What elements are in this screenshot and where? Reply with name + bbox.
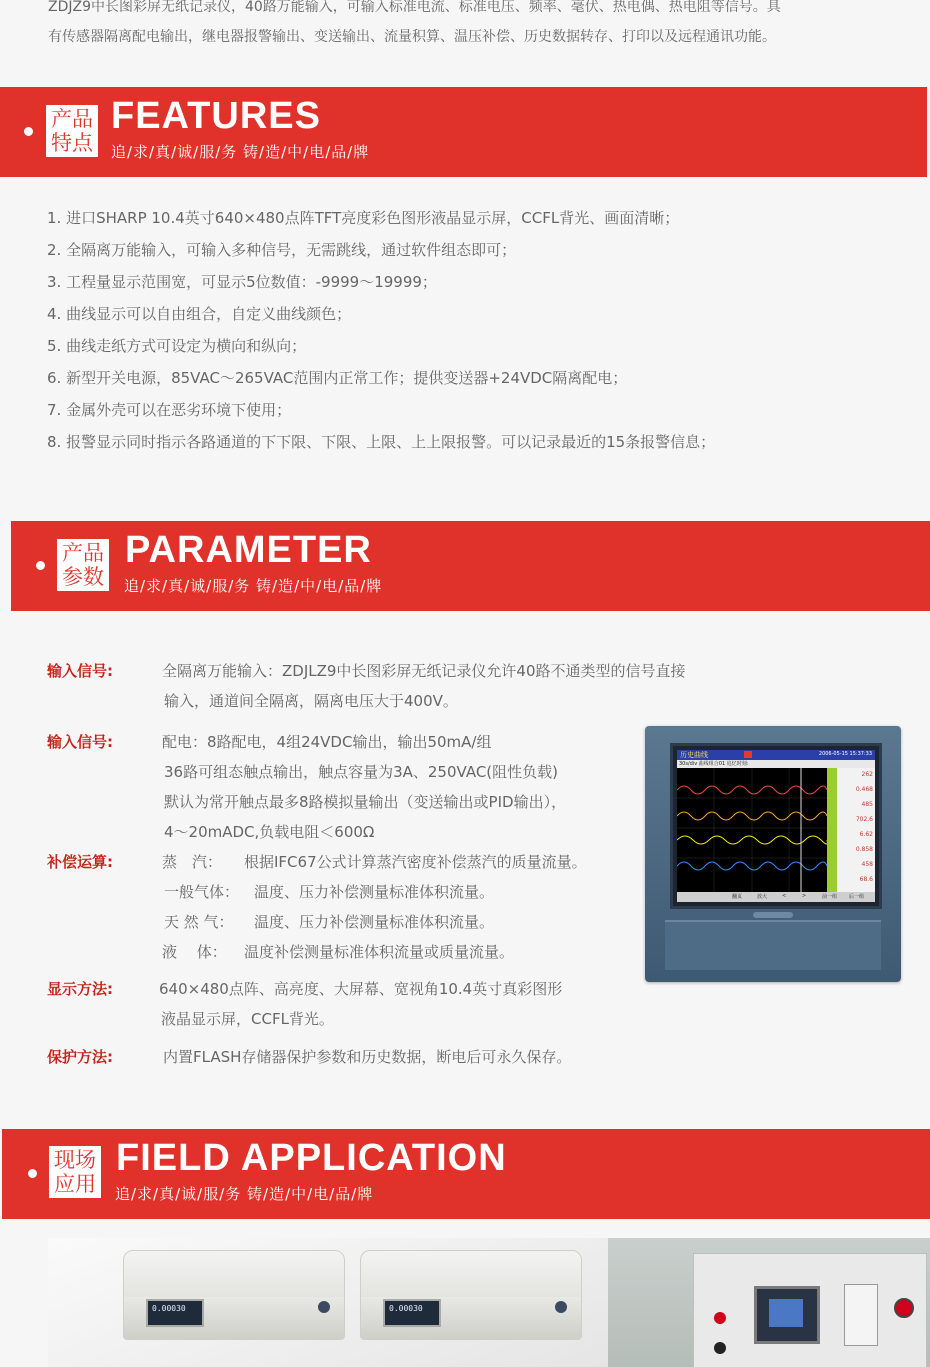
list-item: 4. 曲线显示可以自由组合，自定义曲线颜色； (47, 305, 352, 323)
param-label-input-2: 输入信号: (47, 733, 113, 751)
screen-header (677, 750, 875, 760)
screen-button: > (802, 893, 807, 899)
indicator-icon (714, 1342, 726, 1354)
param-label-display: 显示方法: (47, 980, 113, 998)
screen-subheader (677, 760, 875, 768)
device-screen (677, 750, 875, 902)
photo-instruments (48, 1238, 608, 1367)
socket-panel (844, 1284, 878, 1346)
value-label: 6.62 (859, 831, 873, 838)
parameter-badge (57, 539, 109, 591)
device-bezel (670, 743, 882, 909)
badge-line-2: 参数 (62, 565, 104, 589)
list-item: 3. 工程量显示范围宽，可显示5位数值：-9999～19999； (47, 273, 437, 291)
bullet-dot (28, 1169, 37, 1178)
parameter-title: PARAMETER (125, 529, 372, 571)
indicator-icon (714, 1312, 726, 1324)
param-line: 温度、压力补偿测量标准体积流量。 (254, 883, 495, 901)
param-line: 全隔离万能输入：ZDJLZ9中长图彩屏无纸记录仪允许40路不通类型的信号直接 (162, 662, 686, 680)
field-title: FIELD APPLICATION (116, 1137, 507, 1179)
grid-icon (677, 768, 827, 892)
screen-date: 2006-05-15 15:37:33 (818, 751, 872, 757)
intro-text (48, 0, 898, 52)
list-item: 5. 曲线走纸方式可设定为横向和纵向； (47, 337, 307, 355)
features-header (0, 87, 927, 177)
bullet-dot (24, 127, 33, 136)
parameter-header (11, 521, 930, 611)
param-line: 内置FLASH存储器保护参数和历史数据，断电后可永久保存。 (163, 1048, 572, 1066)
display-value: 0.00030 (152, 1304, 186, 1313)
list-item: 2. 全隔离万能输入，可输入多种信号，无需跳线，通过软件组态即可； (47, 241, 517, 259)
parameter-slogan: 追/求/真/诚/服/务 铸/造/中/电/品/牌 (124, 577, 383, 595)
knob-icon (318, 1301, 330, 1313)
param-line: 640×480点阵、高亮度、大屏幕、宽视角10.4英寸真彩图形 (159, 980, 563, 998)
recorder-device-image (645, 726, 901, 982)
panel-latch (753, 912, 793, 918)
screen-button: < (782, 893, 787, 899)
param-line: 温度补偿测量标准体积流量或质量流量。 (244, 943, 515, 961)
value-label: 262 (861, 771, 873, 778)
screen-title: 历史曲线 (680, 751, 708, 759)
screen-image (769, 1299, 803, 1327)
field-slogan: 追/求/真/诚/服/务 铸/造/中/电/品/牌 (115, 1185, 374, 1203)
list-item: 7. 金属外壳可以在恶劣环境下使用； (47, 401, 292, 419)
device-door-panel (665, 920, 881, 970)
intro-line-1: ZDJZ9中长图彩屏无纸记录仪，40路万能输入，可输入标准电流、标准电压、频率、毫伏、热电偶、热电阻等信号。具 (48, 0, 781, 15)
param-line: 配电：8路配电，4组24VDC输出，输出50mA/组 (162, 733, 492, 751)
generator-panel (693, 1253, 927, 1367)
field-badge (49, 1146, 101, 1198)
instrument-box (123, 1250, 345, 1340)
value-label: 0.858 (855, 846, 873, 853)
param-label-compensation: 补偿运算: (47, 853, 113, 871)
badge-line-1: 产品 (51, 107, 93, 131)
list-item: 8. 报警显示同时指示各路通道的下下限、下限、上限、上上限报警。可以记录最近的15条报警信息； (47, 433, 716, 451)
param-key: 蒸 汽： (162, 853, 223, 871)
value-label: 702.6 (855, 816, 873, 823)
intro-line-2: 有传感器隔离配电输出，继电器报警输出、变送输出、流量积算、温压补偿、历史数据转存、打印以及远程通讯功能。 (48, 29, 776, 45)
value-label: 68.6 (859, 876, 873, 883)
screen-button: 前一组 (822, 894, 838, 900)
features-badge (46, 105, 98, 157)
knob-icon (555, 1301, 567, 1313)
display-value: 0.00030 (389, 1304, 423, 1313)
instrument-box (360, 1250, 582, 1340)
badge-line-1: 产品 (62, 541, 104, 565)
screen-sub-text: 30s/div 曲线组合01 追忆时刻: (679, 761, 749, 767)
param-key: 液 体： (162, 943, 227, 961)
screen-button: 后一组 (849, 894, 865, 900)
instrument-display (146, 1299, 204, 1327)
instrument-display (383, 1299, 441, 1327)
screen-footer (677, 892, 875, 902)
bullet-dot (36, 561, 45, 570)
param-label-input: 输入信号: (47, 662, 113, 680)
features-slogan: 追/求/真/诚/服/务 铸/造/中/电/品/牌 (111, 143, 370, 161)
record-icon (744, 751, 752, 758)
param-line: 4～20mADC,负载电阻＜600Ω (164, 823, 375, 841)
field-header (2, 1129, 930, 1219)
value-label: 485 (861, 801, 873, 808)
param-line: 根据IFC67公式计算蒸汽密度补偿蒸汽的质量流量。 (244, 853, 587, 871)
param-label-protection: 保护方法: (47, 1048, 113, 1066)
list-item: 1. 进口SHARP 10.4英寸640×480点阵TFT亮度彩色图形液晶显示屏，CCFL背光、画面清晰； (47, 209, 680, 227)
trend-chart (677, 768, 875, 892)
param-line: 液晶显示屏，CCFL背光。 (161, 1010, 334, 1028)
param-line: 输入，通道间全隔离，隔离电压大于400V。 (164, 692, 458, 710)
list-item: 6. 新型开关电源，85VAC～265VAC范围内正常工作；提供变送器+24VDC隔离配电； (47, 369, 628, 387)
value-label: 458 (861, 861, 873, 868)
field-photos (48, 1238, 930, 1367)
badge-line-2: 应用 (54, 1172, 96, 1196)
param-key: 一般气体： (164, 883, 240, 901)
features-list (47, 202, 907, 458)
generator-screen (754, 1286, 820, 1344)
param-line: 默认为常开触点最多8路模拟量输出（变送输出或PID输出）， (164, 793, 567, 811)
screen-button: 翻页 (732, 894, 743, 900)
emergency-stop-icon (894, 1298, 914, 1318)
param-line: 36路可组态触点输出，触点容量为3A、250VAC(阻性负载) (164, 763, 559, 781)
photo-generator (608, 1238, 930, 1367)
badge-line-1: 现场 (54, 1148, 96, 1172)
features-title: FEATURES (111, 95, 321, 137)
screen-button: 放大 (757, 894, 768, 900)
badge-line-2: 特点 (51, 131, 93, 155)
param-line: 温度、压力补偿测量标准体积流量。 (254, 913, 495, 931)
param-key: 天 然 气： (164, 913, 234, 931)
value-label: 0.468 (855, 786, 873, 793)
